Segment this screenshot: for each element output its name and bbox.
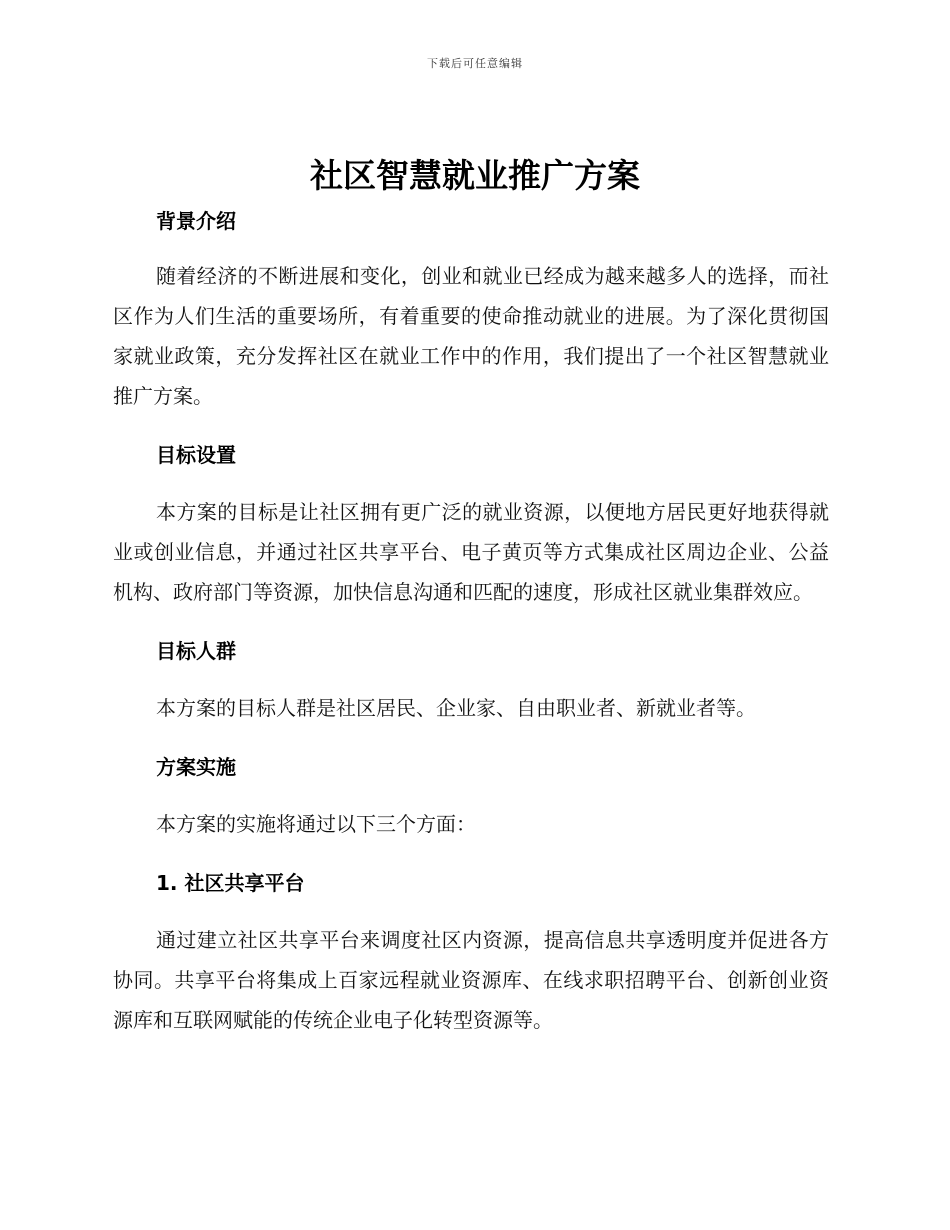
paragraph-implementation: 本方案的实施将通过以下三个方面： xyxy=(156,812,476,836)
header-note: 下载后可任意编辑 xyxy=(427,57,523,70)
paragraph-background: 随着经济的不断进展和变化，创业和就业已经成为越来越多人的选择，而社区作为人们生活的重要场所，有着重要的使命推动就业的进展。为了深化贯彻国家就业政策，充分发挥社区在就业工作中的作用，我们提出了一个社区智慧就业推广方案。 xyxy=(113,264,829,408)
document-title: 社区智慧就业推广方案 xyxy=(310,156,640,195)
section-heading-goals: 目标设置 xyxy=(156,443,236,467)
paragraph-shared-platform: 通过建立社区共享平台来调度社区内资源，提高信息共享透明度并促进各方协同。共享平台将集成上百家远程就业资源库、在线求职招聘平台、创新创业资源库和互联网赋能的传统企业电子化转型资源等。 xyxy=(113,928,829,1032)
section-heading-background: 背景介绍 xyxy=(156,209,236,233)
section-heading-target-group: 目标人群 xyxy=(156,639,236,663)
paragraph-target-group: 本方案的目标人群是社区居民、企业家、自由职业者、新就业者等。 xyxy=(156,696,756,720)
document-body xyxy=(113,204,829,1040)
section-heading-implementation: 方案实施 xyxy=(156,755,236,779)
section-heading-shared-platform: 1. 社区共享平台 xyxy=(156,871,305,895)
paragraph-goals: 本方案的目标是让社区拥有更广泛的就业资源，以便地方居民更好地获得就业或创业信息，并通过社区共享平台、电子黄页等方式集成社区周边企业、公益机构、政府部门等资源，加快信息沟通和匹配的速度，形成社区就业集群效应。 xyxy=(113,500,829,604)
